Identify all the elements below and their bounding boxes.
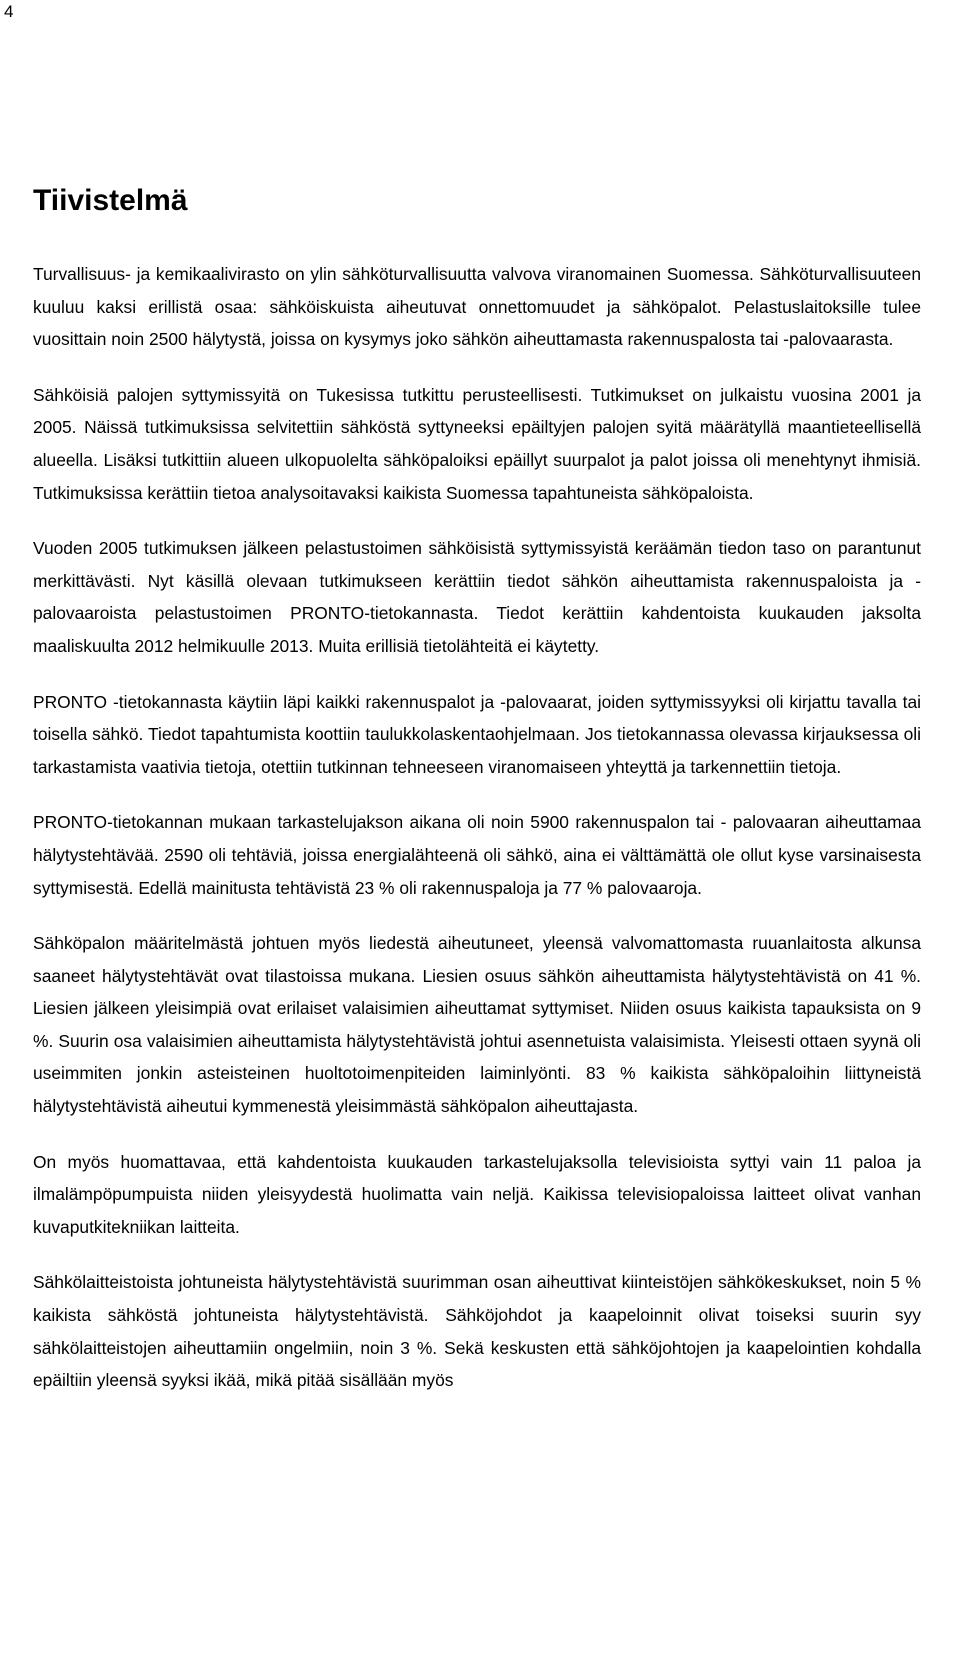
paragraph: Vuoden 2005 tutkimuksen jälkeen pelastustoimen sähköisistä syttymissyistä keräämän tiedon taso on parantunut merkittävästi. Nyt käsillä olevaan tutkimukseen kerättiin tiedot sähkön aiheuttamista rakennuspaloista ja -palovaaroista pelastustoimen PRONTO-tietokannasta. Tiedot kerättiin kahdentoista kuukauden jaksolta maaliskuulta 2012 helmikuulle 2013. Muita erillisiä tietolähteitä ei käytetty. [33, 538, 921, 656]
paragraph: Sähköisiä palojen syttymissyitä on Tukesissa tutkittu perusteellisesti. Tutkimukset on julkaistu vuosina 2001 ja 2005. Näissä tutkimuksissa selvitettiin sähköstä syttyneeksi epäiltyjen palojen syitä määrätyllä maantieteellisellä alueella. Lisäksi tutkittiin alueen ulkopuolelta sähköpaloiksi epäillyt suurpalot ja palot joissa oli menehtynyt ihmisiä. Tutkimuksissa kerättiin tietoa analysoitavaksi kaikista Suomessa tapahtuneista sähköpaloista. [33, 384, 921, 503]
section-heading: Tiivistelmä [33, 184, 188, 217]
page-number: 4 [4, 2, 14, 21]
paragraph: PRONTO -tietokannasta käytiin läpi kaikki rakennuspalot ja -palovaarat, joiden syttymissyyksi oli kirjattu tavalla tai toisella sähkö. Tiedot tapahtumista koottiin taulukkolaskentaohjelmaan. Jos tietokannassa olevassa kirjauksessa oli tarkastamista vaativia tietoja, otettiin tutkinnan tehneeseen viranomaiseen yhteyttä ja tarkennettiin tietoja. [33, 691, 921, 777]
paragraph: On myös huomattavaa, että kahdentoista kuukauden tarkastelujaksolla televisioista syttyi vain 11 paloa ja ilmalämpöpumpuista niiden yleisyydestä huolimatta vain neljä. Kaikissa televisiopaloissa laitteet olivat vanhan kuvaputkitekniikan laitteita. [33, 1151, 921, 1237]
paragraph: Turvallisuus- ja kemikaalivirasto on ylin sähköturvallisuutta valvova viranomainen Suomessa. Sähköturvallisuuteen kuuluu kaksi erillistä osaa: sähköiskuista aiheutuvat onnettomuudet ja sähköpalot. Pelastuslaitoksille tulee vuosittain noin 2500 hälytystä, joissa on kysymys joko sähkön aiheuttamasta rakennuspalosta tai -palovaarasta. [33, 264, 921, 350]
paragraph: Sähköpalon määritelmästä johtuen myös liedestä aiheutuneet, yleensä valvomattomasta ruuanlaitosta alkunsa saaneet hälytystehtävät ovat tilastoissa mukana. Liesien osuus sähkön aiheuttamista hälytystehtävistä on 41 %. Liesien jälkeen yleisimpiä ovat erilaiset valaisimien aiheuttamat syttymiset. Niiden osuus kaikista tapauksista on 9 %. Suurin osa valaisimien aiheuttamista hälytystehtävistä johtui asennetuista valaisimista. Yleisesti ottaen syynä oli useimmiten jonkin asteisteinen huoltotoimenpiteiden laiminlyönti. 83 % kaikista sähköpaloihin liittyneistä hälytystehtävistä aiheutui kymmenestä yleisimmästä sähköpalon aiheuttajasta. [33, 933, 921, 1117]
summary-body [33, 258, 921, 1397]
paragraph: Sähkölaitteistoista johtuneista hälytystehtävistä suurimman osan aiheuttivat kiinteistöjen sähkökeskukset, noin 5 % kaikista sähköstä johtuneista hälytystehtävistä. Sähköjohdot ja kaapeloinnit olivat toiseksi suurin syy sähkölaitteistojen aiheuttamiin ongelmiin, noin 3 %. Sekä keskusten että sähköjohtojen ja kaapelointien kohdalla epäiltiin yleensä syyksi ikää, mikä pitää sisällään myös [33, 1272, 921, 1391]
paragraph: PRONTO-tietokannan mukaan tarkastelujakson aikana oli noin 5900 rakennuspalon tai - palovaaran aiheuttamaa hälytystehtävää. 2590 oli tehtäviä, joissa energialähteenä oli sähkö, aina ei välttämättä ole ollut kyse varsinaisesta syttymisestä. Edellä mainitusta tehtävistä 23 % oli rakennuspaloja ja 77 % palovaaroja. [33, 812, 921, 898]
